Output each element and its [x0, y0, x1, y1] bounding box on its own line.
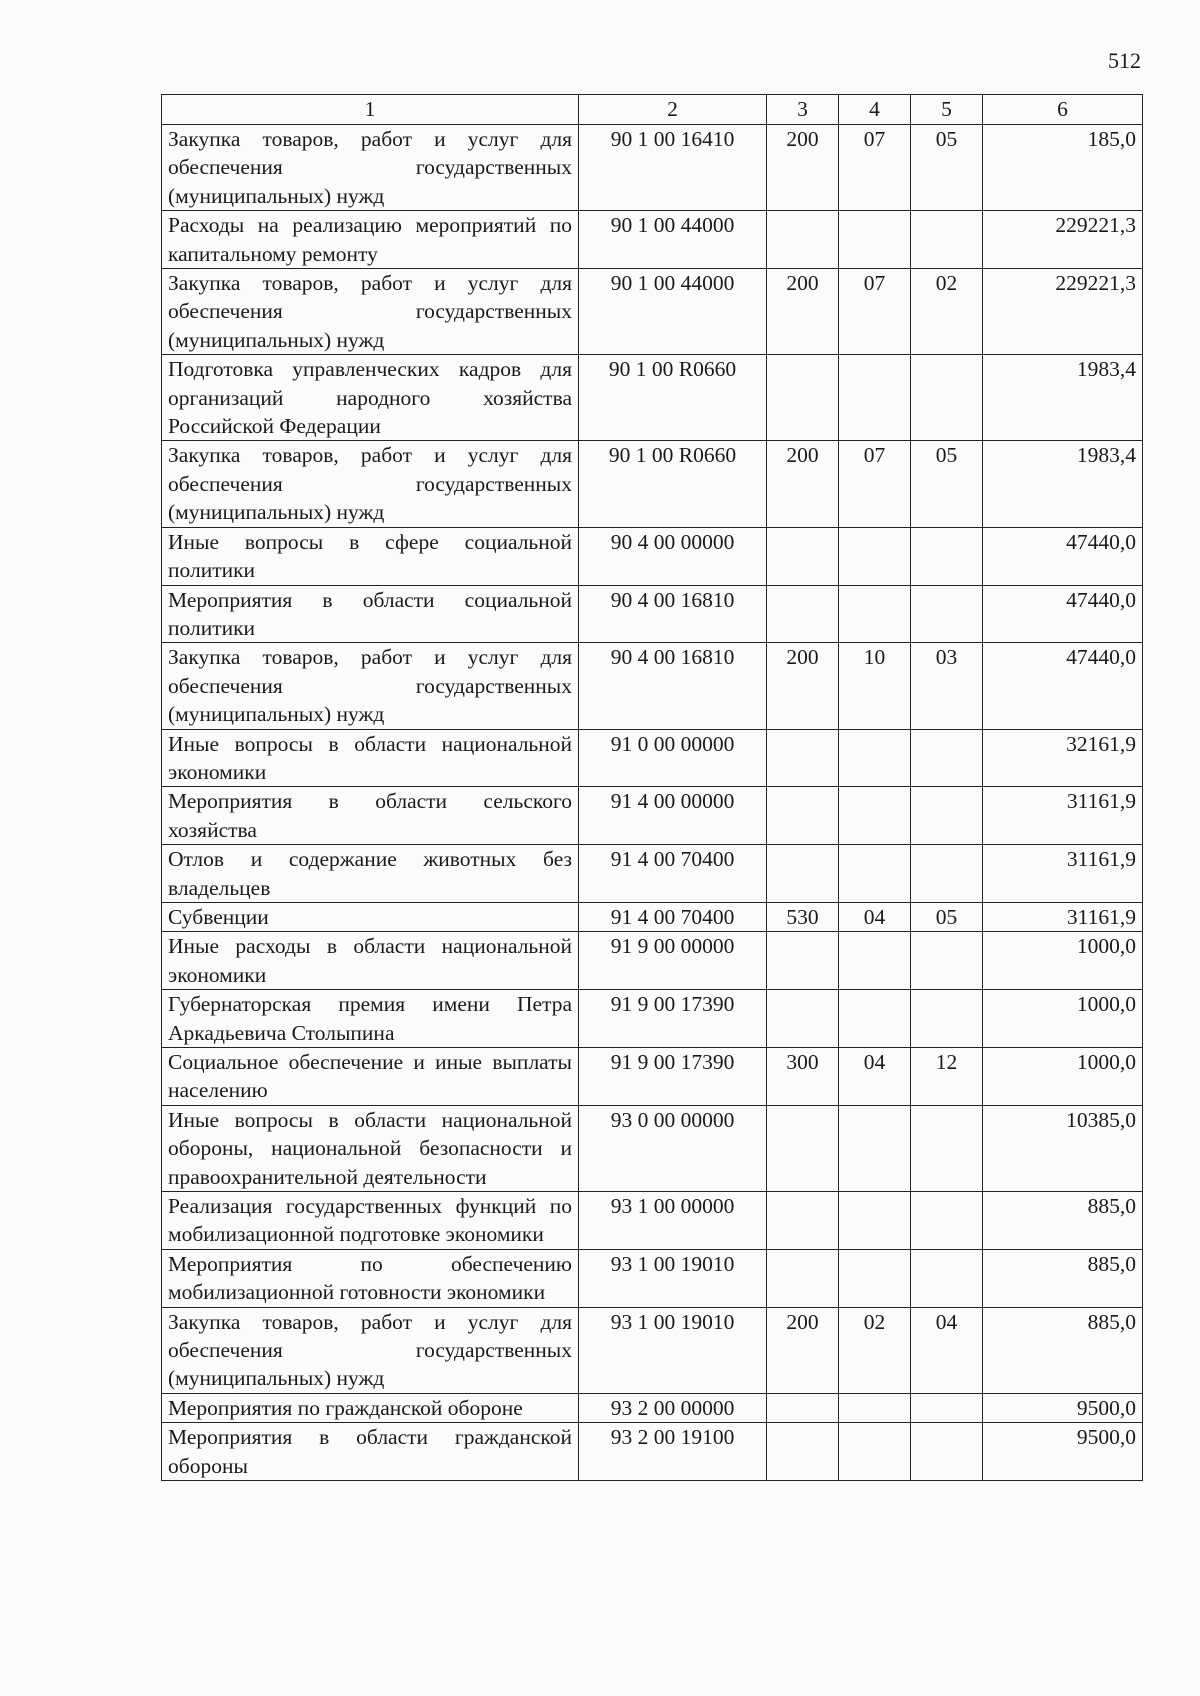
- row-col-5: [911, 1192, 983, 1250]
- row-col-3: [767, 585, 839, 643]
- row-col-5: [911, 787, 983, 845]
- row-code: 91 9 00 17390: [579, 1048, 767, 1106]
- table-row: [162, 902, 1143, 931]
- row-col-4: 07: [839, 441, 911, 527]
- table-row: [162, 845, 1143, 903]
- row-name: Иные вопросы в сфере социальной политики: [162, 527, 579, 585]
- row-name: Субвенции: [162, 902, 579, 931]
- row-code: 90 1 00 R0660: [579, 441, 767, 527]
- row-amount: 47440,0: [983, 585, 1143, 643]
- row-col-4: [839, 932, 911, 990]
- header-col-3: 3: [767, 95, 839, 125]
- row-col-5: 04: [911, 1307, 983, 1393]
- row-code: 90 1 00 44000: [579, 211, 767, 269]
- row-col-4: [839, 845, 911, 903]
- row-col-4: [839, 1393, 911, 1422]
- row-amount: 9500,0: [983, 1423, 1143, 1481]
- row-col-4: [839, 1192, 911, 1250]
- row-col-5: 05: [911, 125, 983, 211]
- row-code: 91 4 00 70400: [579, 902, 767, 931]
- row-col-3: [767, 527, 839, 585]
- row-code: 90 4 00 16810: [579, 585, 767, 643]
- row-col-3: [767, 211, 839, 269]
- row-name: Закупка товаров, работ и услуг для обеспечения государственных (муниципальных) нужд: [162, 269, 579, 355]
- row-col-3: [767, 932, 839, 990]
- header-col-5: 5: [911, 95, 983, 125]
- header-row: [162, 95, 1143, 125]
- row-name: Реализация государственных функций по мобилизационной подготовке экономики: [162, 1192, 579, 1250]
- row-col-3: [767, 990, 839, 1048]
- row-amount: 885,0: [983, 1307, 1143, 1393]
- table-row: [162, 729, 1143, 787]
- row-amount: 229221,3: [983, 211, 1143, 269]
- row-col-5: [911, 729, 983, 787]
- row-amount: 31161,9: [983, 787, 1143, 845]
- budget-table: [161, 94, 1143, 1481]
- row-col-3: [767, 845, 839, 903]
- row-code: 91 4 00 00000: [579, 787, 767, 845]
- row-col-3: [767, 1423, 839, 1481]
- row-name: Мероприятия в области гражданской обороны: [162, 1423, 579, 1481]
- row-col-5: 03: [911, 643, 983, 729]
- row-col-3: [767, 1105, 839, 1191]
- row-name: Иные вопросы в области национальной обороны, национальной безопасности и правоохранительной деятельности: [162, 1105, 579, 1191]
- table-row: [162, 787, 1143, 845]
- row-amount: 47440,0: [983, 643, 1143, 729]
- row-col-4: [839, 527, 911, 585]
- row-name: Иные вопросы в области национальной экономики: [162, 729, 579, 787]
- row-code: 90 1 00 R0660: [579, 355, 767, 441]
- row-col-4: [839, 1105, 911, 1191]
- row-name: Расходы на реализацию мероприятий по капитальному ремонту: [162, 211, 579, 269]
- row-amount: 32161,9: [983, 729, 1143, 787]
- row-col-5: [911, 1393, 983, 1422]
- table-row: [162, 585, 1143, 643]
- row-amount: 885,0: [983, 1192, 1143, 1250]
- row-col-3: 530: [767, 902, 839, 931]
- row-code: 90 1 00 44000: [579, 269, 767, 355]
- row-col-3: 200: [767, 269, 839, 355]
- row-code: 93 2 00 19100: [579, 1423, 767, 1481]
- row-col-3: [767, 1393, 839, 1422]
- row-name: Мероприятия по обеспечению мобилизационной готовности экономики: [162, 1249, 579, 1307]
- row-col-4: 04: [839, 902, 911, 931]
- row-col-3: 300: [767, 1048, 839, 1106]
- row-amount: 1000,0: [983, 932, 1143, 990]
- row-amount: 9500,0: [983, 1393, 1143, 1422]
- table-row: [162, 932, 1143, 990]
- row-col-3: 200: [767, 1307, 839, 1393]
- table-row: [162, 1192, 1143, 1250]
- row-col-5: 12: [911, 1048, 983, 1106]
- row-amount: 31161,9: [983, 845, 1143, 903]
- row-col-3: [767, 729, 839, 787]
- row-code: 91 9 00 00000: [579, 932, 767, 990]
- row-amount: 1000,0: [983, 990, 1143, 1048]
- row-col-3: 200: [767, 643, 839, 729]
- row-name: Губернаторская премия имени Петра Аркадьевича Столыпина: [162, 990, 579, 1048]
- row-amount: 229221,3: [983, 269, 1143, 355]
- row-col-4: 07: [839, 125, 911, 211]
- row-col-5: 05: [911, 441, 983, 527]
- row-amount: 47440,0: [983, 527, 1143, 585]
- row-col-5: [911, 355, 983, 441]
- table-row: [162, 1105, 1143, 1191]
- row-col-5: [911, 585, 983, 643]
- row-col-5: [911, 990, 983, 1048]
- row-code: 93 1 00 19010: [579, 1307, 767, 1393]
- row-name: Закупка товаров, работ и услуг для обеспечения государственных (муниципальных) нужд: [162, 441, 579, 527]
- row-code: 93 0 00 00000: [579, 1105, 767, 1191]
- row-col-5: 02: [911, 269, 983, 355]
- table-row: [162, 1249, 1143, 1307]
- row-name: Социальное обеспечение и иные выплаты населению: [162, 1048, 579, 1106]
- row-col-3: 200: [767, 125, 839, 211]
- row-code: 93 1 00 19010: [579, 1249, 767, 1307]
- row-col-4: [839, 1423, 911, 1481]
- row-amount: 1000,0: [983, 1048, 1143, 1106]
- row-col-4: [839, 1249, 911, 1307]
- header-col-4: 4: [839, 95, 911, 125]
- row-col-3: [767, 787, 839, 845]
- row-name: Отлов и содержание животных без владельцев: [162, 845, 579, 903]
- row-col-4: [839, 355, 911, 441]
- row-amount: 1983,4: [983, 441, 1143, 527]
- page-number: 512: [1108, 48, 1141, 73]
- row-code: 90 1 00 16410: [579, 125, 767, 211]
- row-code: 91 9 00 17390: [579, 990, 767, 1048]
- row-name: Мероприятия в области сельского хозяйства: [162, 787, 579, 845]
- table-row: [162, 527, 1143, 585]
- row-code: 91 4 00 70400: [579, 845, 767, 903]
- row-code: 93 1 00 00000: [579, 1192, 767, 1250]
- row-amount: 885,0: [983, 1249, 1143, 1307]
- row-col-4: 04: [839, 1048, 911, 1106]
- table-row: [162, 355, 1143, 441]
- row-col-5: [911, 932, 983, 990]
- table-row: [162, 643, 1143, 729]
- row-col-5: [911, 527, 983, 585]
- row-col-5: 05: [911, 902, 983, 931]
- header-col-6: 6: [983, 95, 1143, 125]
- table-row: [162, 990, 1143, 1048]
- row-col-4: [839, 211, 911, 269]
- table-row: [162, 125, 1143, 211]
- row-code: 90 4 00 00000: [579, 527, 767, 585]
- row-name: Мероприятия по гражданской обороне: [162, 1393, 579, 1422]
- table-header: [162, 95, 1143, 125]
- row-col-4: [839, 585, 911, 643]
- row-col-3: 200: [767, 441, 839, 527]
- row-col-5: [911, 1423, 983, 1481]
- row-code: 93 2 00 00000: [579, 1393, 767, 1422]
- row-col-4: [839, 729, 911, 787]
- row-amount: 10385,0: [983, 1105, 1143, 1191]
- row-name: Закупка товаров, работ и услуг для обеспечения государственных (муниципальных) нужд: [162, 643, 579, 729]
- row-name: Закупка товаров, работ и услуг для обеспечения государственных (муниципальных) нужд: [162, 125, 579, 211]
- table-row: [162, 1393, 1143, 1422]
- row-col-3: [767, 1192, 839, 1250]
- row-name: Закупка товаров, работ и услуг для обеспечения государственных (муниципальных) нужд: [162, 1307, 579, 1393]
- header-col-1: 1: [162, 95, 579, 125]
- row-col-5: [911, 211, 983, 269]
- row-code: 91 0 00 00000: [579, 729, 767, 787]
- row-amount: 31161,9: [983, 902, 1143, 931]
- row-code: 90 4 00 16810: [579, 643, 767, 729]
- row-col-5: [911, 1249, 983, 1307]
- table-row: [162, 441, 1143, 527]
- row-col-4: 10: [839, 643, 911, 729]
- row-col-3: [767, 1249, 839, 1307]
- row-col-4: 02: [839, 1307, 911, 1393]
- table-row: [162, 269, 1143, 355]
- header-col-2: 2: [579, 95, 767, 125]
- table-row: [162, 1423, 1143, 1481]
- row-col-3: [767, 355, 839, 441]
- row-amount: 185,0: [983, 125, 1143, 211]
- row-name: Иные расходы в области национальной экономики: [162, 932, 579, 990]
- row-name: Мероприятия в области социальной политики: [162, 585, 579, 643]
- table-body: [162, 125, 1143, 1481]
- row-name: Подготовка управленческих кадров для организаций народного хозяйства Российской Федерации: [162, 355, 579, 441]
- row-col-5: [911, 845, 983, 903]
- row-col-5: [911, 1105, 983, 1191]
- row-col-4: 07: [839, 269, 911, 355]
- table-row: [162, 1048, 1143, 1106]
- row-col-4: [839, 990, 911, 1048]
- row-col-4: [839, 787, 911, 845]
- table-row: [162, 1307, 1143, 1393]
- row-amount: 1983,4: [983, 355, 1143, 441]
- table-row: [162, 211, 1143, 269]
